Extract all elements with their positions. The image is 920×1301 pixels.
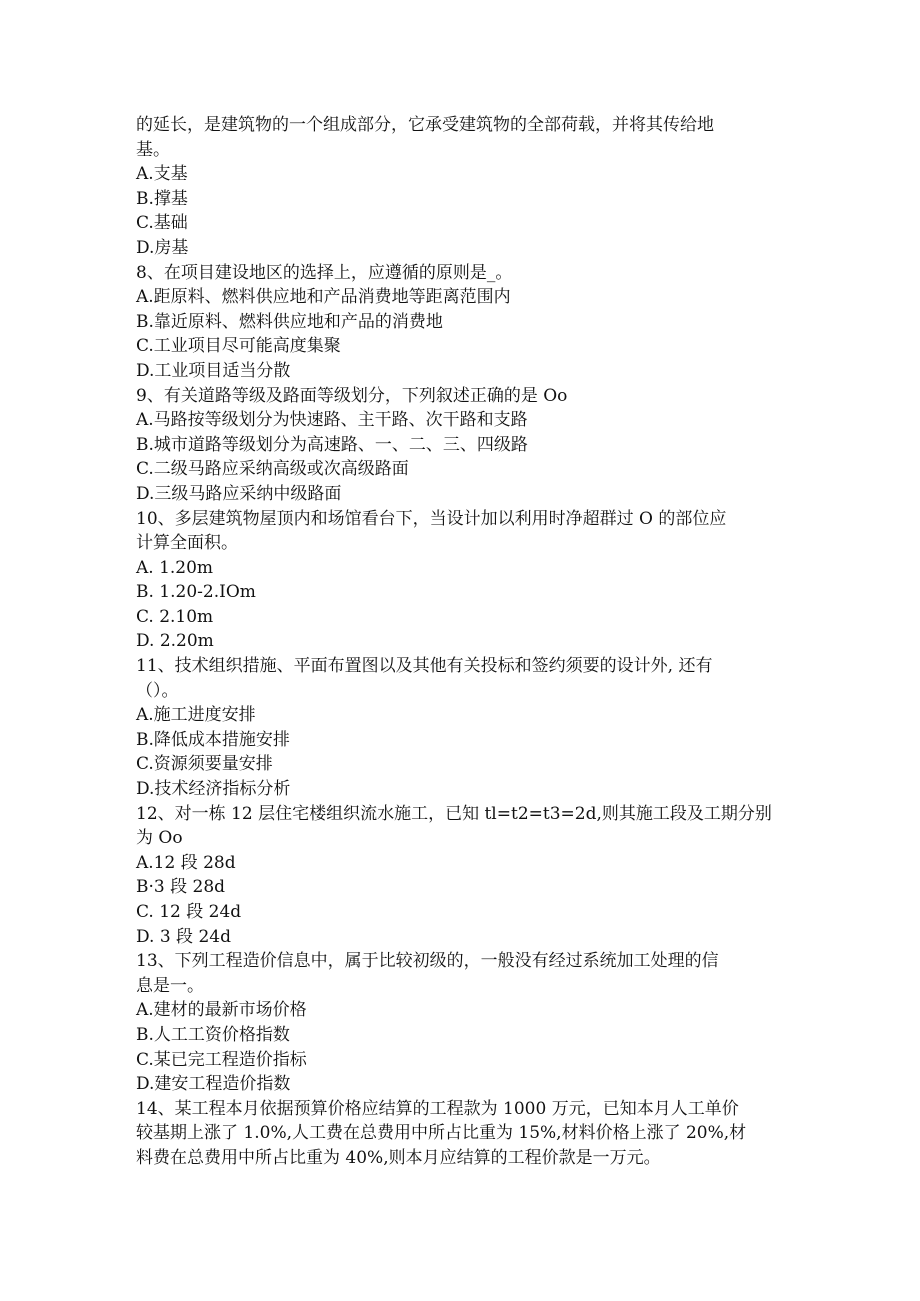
option-line: B. 1.20-2.IOm xyxy=(136,582,256,603)
option-line: A.建材的最新市场价格 xyxy=(136,1000,307,1021)
option-line: D.房基 xyxy=(136,237,189,258)
option-line: C.工业项目尽可能高度集聚 xyxy=(136,336,341,357)
option-line: A.施工进度安排 xyxy=(136,705,256,726)
question-line: 11、技术组织措施、平面布置图以及其他有关投标和签约须要的设计外, 还有 xyxy=(136,656,713,677)
question-line: 为 Oo xyxy=(136,828,183,849)
question-line: 计算全面积。 xyxy=(136,533,238,554)
question-line: 10、多层建筑物屋顶内和场馆看台下，当设计加以利用时净超群过 O 的部位应 xyxy=(136,508,727,529)
question-line: 较基期上涨了 1.0%,人工费在总费用中所占比重为 15%,材料价格上涨了 20%,材 xyxy=(136,1123,747,1144)
option-line: B.撑基 xyxy=(136,188,188,209)
option-line: C.资源须要量安排 xyxy=(136,754,273,775)
document-page xyxy=(136,113,786,1171)
option-line: C. 2.10m xyxy=(136,606,214,627)
question-line: 13、下列工程造价信息中，属于比较初级的，一般没有经过系统加工处理的信 xyxy=(136,951,719,972)
question-line: 料费在总费用中所占比重为 40%,则本月应结算的工程价款是一万元。 xyxy=(136,1147,661,1168)
question-line: 8、在项目建设地区的选择上，应遵循的原则是_。 xyxy=(136,262,513,283)
question-line: 息是一。 xyxy=(136,975,204,996)
option-line: D. 3 段 24d xyxy=(136,926,231,947)
option-line: B.人工工资价格指数 xyxy=(136,1024,290,1045)
option-line: B.靠近原料、燃料供应地和产品的消费地 xyxy=(136,311,443,332)
question-line: 9、有关道路等级及路面等级划分，下列叙述正确的是 Oo xyxy=(136,385,568,406)
option-line: B.城市道路等级划分为高速路、一、二、三、四级路 xyxy=(136,434,528,455)
text-line: 基。 xyxy=(136,139,170,160)
option-line: A.距原料、燃料供应地和产品消费地等距离范围内 xyxy=(136,287,511,308)
option-line: C.二级马路应采纳高级或次高级路面 xyxy=(136,459,409,480)
option-line: A.支基 xyxy=(136,164,188,185)
option-line: C.基础 xyxy=(136,213,188,234)
option-line: D. 2.20m xyxy=(136,631,214,652)
option-line: D.工业项目适当分散 xyxy=(136,360,291,381)
option-line: D.技术经济指标分析 xyxy=(136,779,291,800)
option-line: A.马路按等级划分为快速路、主干路、次干路和支路 xyxy=(136,410,528,431)
option-line: A. 1.20m xyxy=(136,557,214,578)
option-line: B.降低成本措施安排 xyxy=(136,729,290,750)
question-line: 12、对一栋 12 层住宅楼组织流水施工，已知 tl=t2=t3=2d,则其施工段及工期分别 xyxy=(136,803,772,824)
option-line: A.12 段 28d xyxy=(136,852,236,873)
question-line: （）。 xyxy=(136,680,179,701)
option-line: D.三级马路应采纳中级路面 xyxy=(136,483,342,504)
option-line: C.某已完工程造价指标 xyxy=(136,1049,307,1070)
text-line: 的延长，是建筑物的一个组成部分，它承受建筑物的全部荷载，并将其传给地 xyxy=(136,115,714,135)
option-line: C. 12 段 24d xyxy=(136,902,242,922)
question-line: 14、某工程本月依据预算价格应结算的工程款为 1000 万元，已知本月人工单价 xyxy=(136,1098,739,1119)
option-line: B·3 段 28d xyxy=(136,877,226,898)
option-line: D.建安工程造价指数 xyxy=(136,1074,291,1095)
